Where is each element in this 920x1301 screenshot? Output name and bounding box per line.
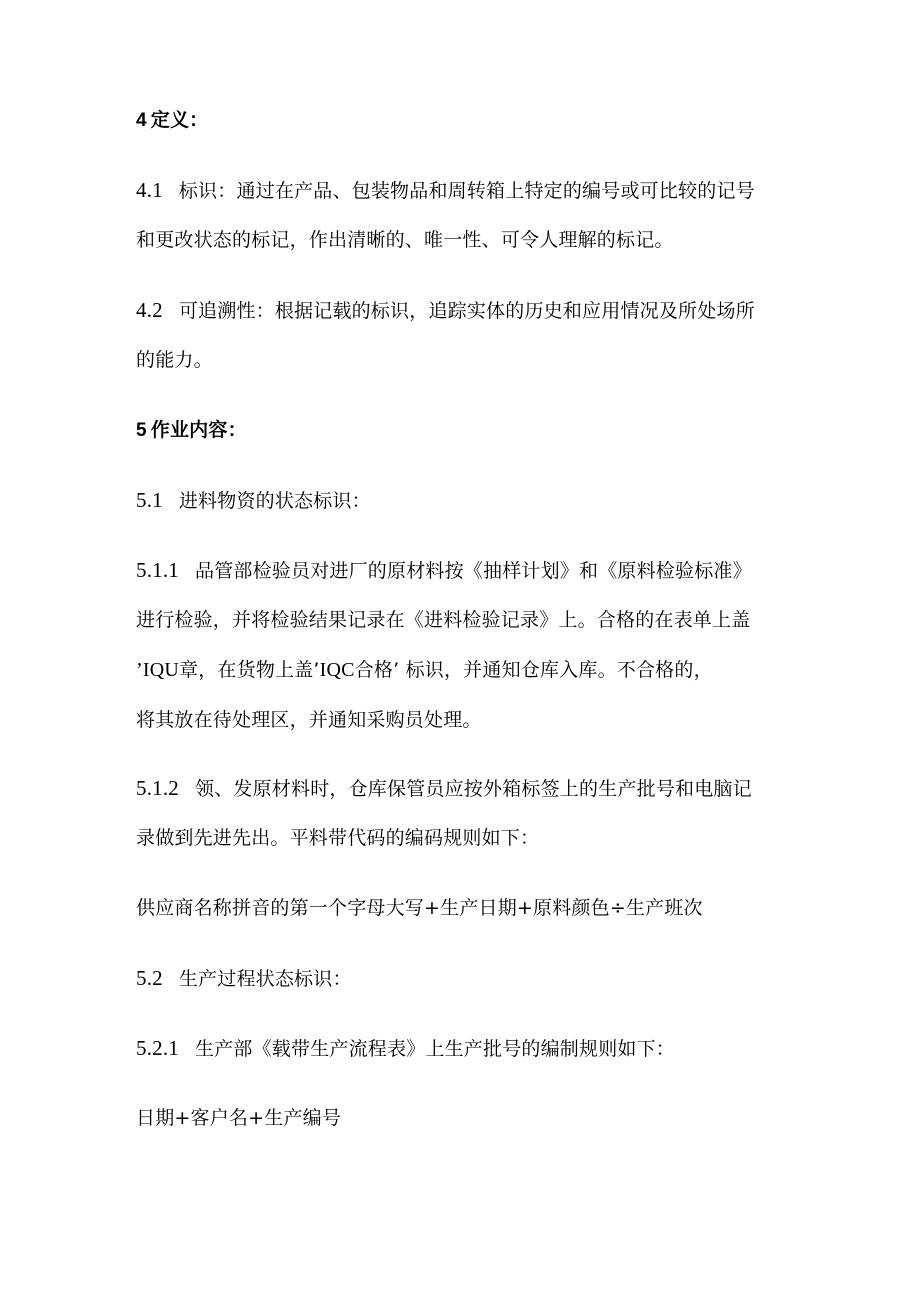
section-number: 4 <box>136 110 147 131</box>
paragraph-text: 日期+客户名+生产编号 <box>136 1107 342 1129</box>
paragraph-text: 的能力。 <box>136 349 213 371</box>
section-4-2-line-2 <box>136 347 816 373</box>
section-5-1-1-line-2 <box>136 607 816 633</box>
section-5-1-2-line-1 <box>136 775 816 802</box>
section-number: 5.2 <box>136 966 163 990</box>
paragraph-text: 供应商名称拼音的第一个字母大写+生产日期+原料颜色÷生产班次 <box>136 897 703 919</box>
section-5-1-1-line-4 <box>136 707 816 733</box>
paragraph-text: 合格’ 标识，并通知仓库入库。不合格的， <box>354 659 713 681</box>
section-5-1 <box>136 487 816 514</box>
section-5-1-2-line-2 <box>136 825 816 851</box>
section-number: 4.1 <box>136 178 163 202</box>
code-text: ’IQU <box>136 659 180 681</box>
section-number: 5.2.1 <box>136 1036 179 1060</box>
section-number: 5.1 <box>136 488 163 512</box>
paragraph-text: 进行检验，并将检验结果记录在《进料检验记录》上。合格的在表单上盖 <box>136 609 751 631</box>
section-5-1-1-line-1 <box>136 557 816 584</box>
section-4-1-line-2 <box>136 227 816 253</box>
section-title: 定义： <box>150 109 209 131</box>
section-5-2-1 <box>136 1035 816 1062</box>
paragraph-text: 进料物资的状态标识： <box>178 490 371 512</box>
paragraph-text: 生产部《载带生产流程表》上生产批号的编制规则如下： <box>195 1038 676 1060</box>
section-4-heading <box>136 107 816 134</box>
section-5-1-1-line-3 <box>136 657 816 683</box>
section-5-heading <box>136 417 816 444</box>
coding-rule-supplier <box>136 895 816 921</box>
paragraph-text: 领、发原材料时，仓库保管员应按外箱标签上的生产批号和电脑记 <box>195 778 752 800</box>
paragraph-text: 生产过程状态标识： <box>178 968 352 990</box>
paragraph-text: 录做到先进先出。平料带代码的编码规则如下： <box>136 827 540 849</box>
section-number: 4.2 <box>136 298 163 322</box>
section-number: 5 <box>136 420 147 441</box>
coding-rule-batch <box>136 1105 816 1131</box>
paragraph-text: 章，在货物上盖’ <box>179 659 320 681</box>
section-5-2 <box>136 965 816 992</box>
paragraph-text: 品管部检验员对进厂的原材料按《抽样计划》和《原料检验标准》 <box>195 560 752 582</box>
code-text: IQC <box>319 659 355 681</box>
section-4-1-line-1 <box>136 177 816 204</box>
paragraph-text: 和更改状态的标记，作出清晰的、唯一性、可令人理解的标记。 <box>136 229 674 251</box>
paragraph-text: 将其放在待处理区，并通知采购员处理。 <box>136 709 482 731</box>
section-title: 作业内容： <box>150 419 247 441</box>
section-number: 5.1.1 <box>136 558 179 582</box>
section-number: 5.1.2 <box>136 776 179 800</box>
paragraph-text: 标识：通过在产品、包装物品和周转箱上特定的编号或可比较的记号 <box>178 180 755 202</box>
paragraph-text: 可追溯性：根据记载的标识，追踪实体的历史和应用情况及所处场所 <box>178 300 755 322</box>
section-4-2-line-1 <box>136 297 816 324</box>
